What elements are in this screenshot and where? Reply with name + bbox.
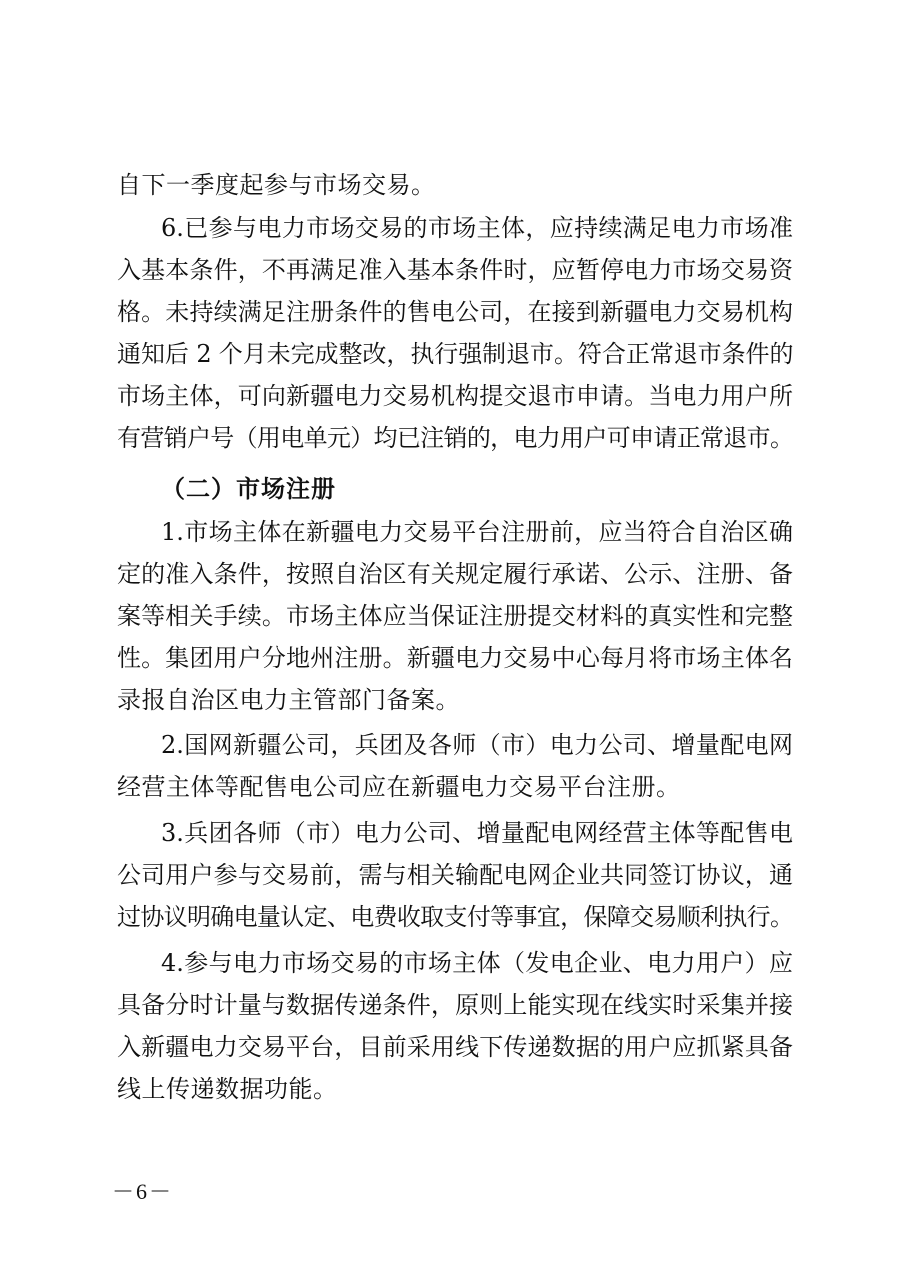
- paragraph-line: 案等相关手续。市场主体应当保证注册提交材料的真实性和完整: [117, 602, 793, 630]
- paragraph-line: 入基本条件，不再满足准入基本条件时，应暂停电力市场交易资: [117, 256, 793, 284]
- paragraph-line: 线上传递数据功能。: [117, 1075, 338, 1103]
- paragraph-line: 格。未持续满足注册条件的售电公司，在接到新疆电力交易机构: [117, 298, 793, 326]
- paragraph-line: 通知后 2 个月未完成整改，执行强制退市。符合正常退市条件的: [117, 340, 793, 368]
- paragraph-line: 入新疆电力交易平台，目前采用线下传递数据的用户应抓紧具备: [117, 1033, 793, 1061]
- paragraph-line: 经营主体等配售电公司应在新疆电力交易平台注册。: [117, 773, 681, 801]
- page-number: －6－: [112, 1179, 174, 1204]
- paragraph-line: 定的准入条件，按照自治区有关规定履行承诺、公示、注册、备: [117, 560, 793, 588]
- paragraph-line: 1.市场主体在新疆电力交易平台注册前，应当符合自治区确: [161, 518, 793, 546]
- paragraph-line: 录报自治区电力主管部门备案。: [117, 686, 460, 714]
- section-heading: （二）市场注册: [161, 475, 336, 503]
- paragraph-line: 有营销户号（用电单元）均已注销的，电力用户可申请正常退市。: [117, 424, 793, 452]
- paragraph-line: 6.已参与电力市场交易的市场主体，应持续满足电力市场准: [161, 214, 793, 242]
- paragraph-line: 4.参与电力市场交易的市场主体（发电企业、电力用户）应: [161, 949, 793, 977]
- paragraph-line: 自下一季度起参与市场交易。: [117, 171, 436, 199]
- paragraph-line: 公司用户参与交易前，需与相关输配电网企业共同签订协议，通: [117, 861, 793, 889]
- paragraph-line: 具备分时计量与数据传递条件，原则上能实现在线实时采集并接: [117, 991, 793, 1019]
- paragraph-line: 过协议明确电量认定、电费收取支付等事宜，保障交易顺利执行。: [117, 903, 793, 931]
- paragraph-line: 2.国网新疆公司，兵团及各师（市）电力公司、增量配电网: [161, 731, 793, 759]
- paragraph-line: 性。集团用户分地州注册。新疆电力交易中心每月将市场主体名: [117, 644, 793, 672]
- paragraph-line: 市场主体，可向新疆电力交易机构提交退市申请。当电力用户所: [117, 382, 793, 410]
- paragraph-line: 3.兵团各师（市）电力公司、增量配电网经营主体等配售电: [161, 819, 793, 847]
